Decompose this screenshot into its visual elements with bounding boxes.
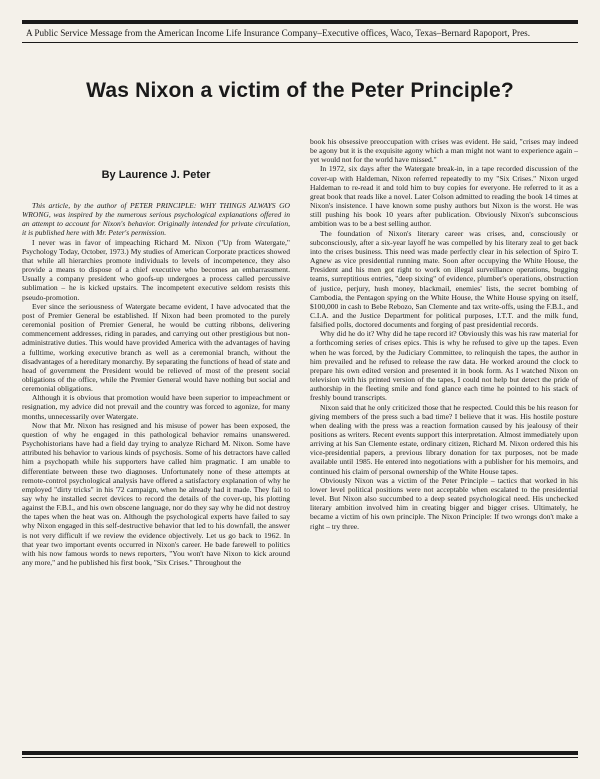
bottom-rules xyxy=(22,751,578,758)
paragraph: I never was in favor of impeaching Richard M. Nixon ("Up from Watergate," Psychology Today, October, 1973.) My studies of American Corporate practices showed that while all hierarchies promote individuals to levels of incompetence, they also provide a means to dispose of a chief executive who becomes an embarrassment. Usually a company president who goofs-up undergoes a process called percussive sublimation – he is kicked upstairs. The incompetent executive seldom resists this pseudo-promotion. xyxy=(22,237,290,302)
banner-rule xyxy=(22,42,578,43)
bottom-rule-thick xyxy=(22,751,578,755)
paragraph: Nixon said that he only criticized those that he respected. Could this be his reason for giving members of the press such a bad time? I believe that it was. His hostile posture when dealing with the press was a reaction formation caused by his jealousy of their positions as writers. Recent events support this interpretation. Almost immediately upon arriving at his San Clemente estate, ordinary citizen, Richard M. Nixon ordered this his vice-presidential papers, a previous library donation for tax purposes, not be made available until 1985. He entered into negotiations with a publisher for his memoirs, and continued his claim of personal ownership of the White House tapes. xyxy=(310,402,578,476)
paragraph: Now that Mr. Nixon has resigned and his misuse of power has been exposed, the question of why he engaged in this pathological behavior remains unanswered. Psychohistorians have had a field day trying to analyze Richard M. Nixon. Some have attributed his behavior to various kinds of psychosis. Some of his detractors have called him a psychopath while his supporters have called him pragmatic. I am unable to differentiate between these two diagnoses. Unfortunately none of these attempts at remote-control psychological analysis have offered a satisfactory explanation of why he employed "dirty tricks" in his '72 campaign, when he already had it made. They fail to say why he installed secret devices to record the details of the cover-up, his plotting against the F.B.I., and his own obscene language, nor do they say why he did not destroy the tapes when the heat was on. Although the psychological experts have failed to say why Nixon engaged in this self-destructive behavior that led to his downfall, the answer is not very difficult if we review the evidence objectively. Let us go back to 1962. In that year two important events occurred in Nixon's career. He bade farewell to politics with his now famous words to news reporters, "You won't have Nixon to kick around any more," and he published his first book, "Six Crises." Throughout the xyxy=(22,420,290,568)
paragraph: The foundation of Nixon's literary career was crises, and, consciously or subconsciously, after a six-year layoff he was compelled by his literary zeal to get back into the crises business. This need was made perfectly clear in his selection of Spiro T. Agnew as vice presidential running mate. Soon after occupying the White House, the President and his men got right to work on illegal surveillance operations, bugging teams, surreptitious entries, "deep sixing" of evidence, plumber's operations, obstruction of justice, perjury, hush money, blackmail, enemies' lists, the secret bombing of Cambodia, the Pentagon spying on the White House, the White House spying on itself, $100,000 in cash to Bebe Rebozo, San Clemente and tax write-offs, using the F.B.I., and C.I.A. and the Justice Department for political purposes, I.T.T. and the milk fund, falsified polls, doctored documents and forging of past presidential records. xyxy=(310,228,578,330)
left-column xyxy=(22,137,290,746)
banner-text: A Public Service Message from the American Income Life Insurance Company–Executive offices, Waco, Texas–Bernard Rapoport, Pres. xyxy=(26,28,531,38)
byline: By Laurence J. Peter xyxy=(101,169,211,181)
paragraph: In 1972, six days after the Watergate break-in, in a tape recorded discussion of the cover-up with Haldeman, Nixon referred repeatedly to my "Six Crises." Nixon urged Haldeman to re-read it and told him to buy copies for everyone. He referred to it as a great book that reads like a novel. Later Colson admitted to reading the book 14 times at Nixon's insistence. I have known some pushy authors but Nixon is the worst. He was still pushing his book 10 years after publication. Obviously Nixon's subconscious ambition was to be a best selling author. xyxy=(310,164,578,229)
article-body xyxy=(22,137,578,746)
right-column xyxy=(310,137,578,746)
bottom-rule-thin xyxy=(22,757,578,758)
paragraph: Ever since the seriousness of Watergate became evident, I have advocated that the post of Premier General be established. If Nixon had been promoted to the purely ceremonial position of Premier General, he would be cutting ribbons, delivering commencement addresses, riding in parades, and carrying out other prestigious but non-administrative duties. This would have provided America with the advantages of having a fulltime, working executive branch as well as a ceremonial branch, without the disadvantages of a hereditary monarchy. By separating the functions of head of state and head of government the President would be relieved of most of the present social obligations of the office, while the Premier General would have nothing but social and ceremonial obligations. xyxy=(22,301,290,394)
paragraph: Although it is obvious that promotion would have been superior to impeachment or resignation, my advice did not prevail and the country was forced to agonize, for many months, unnecessarily over Watergate. xyxy=(22,393,290,421)
paragraph: Why did he do it? Why did he tape record it? Obviously this was his raw material for a forthcoming series of crises epics. This is why he refused to give up the tapes. Even when he was forced, by the Judiciary Committee, to relinquish the tapes, the author in him prevailed and he refused to release the raw data. He worked around the clock to prepare his own edited version and presented it in book form. As I watched Nixon on television with his printed version of the tapes, I could not help but detect the pride of authorship in the fleeting smile and fond glance each time he pointed to his stack of freshly bound transcripts. xyxy=(310,329,578,403)
article-title: Was Nixon a victim of the Peter Principle? xyxy=(86,79,514,102)
page xyxy=(22,20,578,758)
intro-paragraph: This article, by the author of PETER PRINCIPLE: WHY THINGS ALWAYS GO WRONG, was inspired by the numerous serious psychological explanations offered in an attempt to account for Nixon's behavior. Originally intended for private circulation, it is published here with Mr. Peter's permission. xyxy=(22,201,290,238)
paragraph: book his obsessive preoccupation with crises was evident. He said, "crises may indeed be agony but it is the exquisite agony which a man might not want to experience again – yet would not for the world have missed." xyxy=(310,137,578,165)
closing-paragraph: Obviously Nixon was a victim of the Peter Principle – tactics that worked in his lower level political positions were not acceptable when escalated to the presidential level. But Nixon also succumbed to a deep seated psychological need. His unchecked literary ambition involved him in creating bigger and bigger crises. Ultimately, he became a victim of his own principle. The Nixon Principle: If two wrongs don't make a right – try three. xyxy=(310,475,578,531)
